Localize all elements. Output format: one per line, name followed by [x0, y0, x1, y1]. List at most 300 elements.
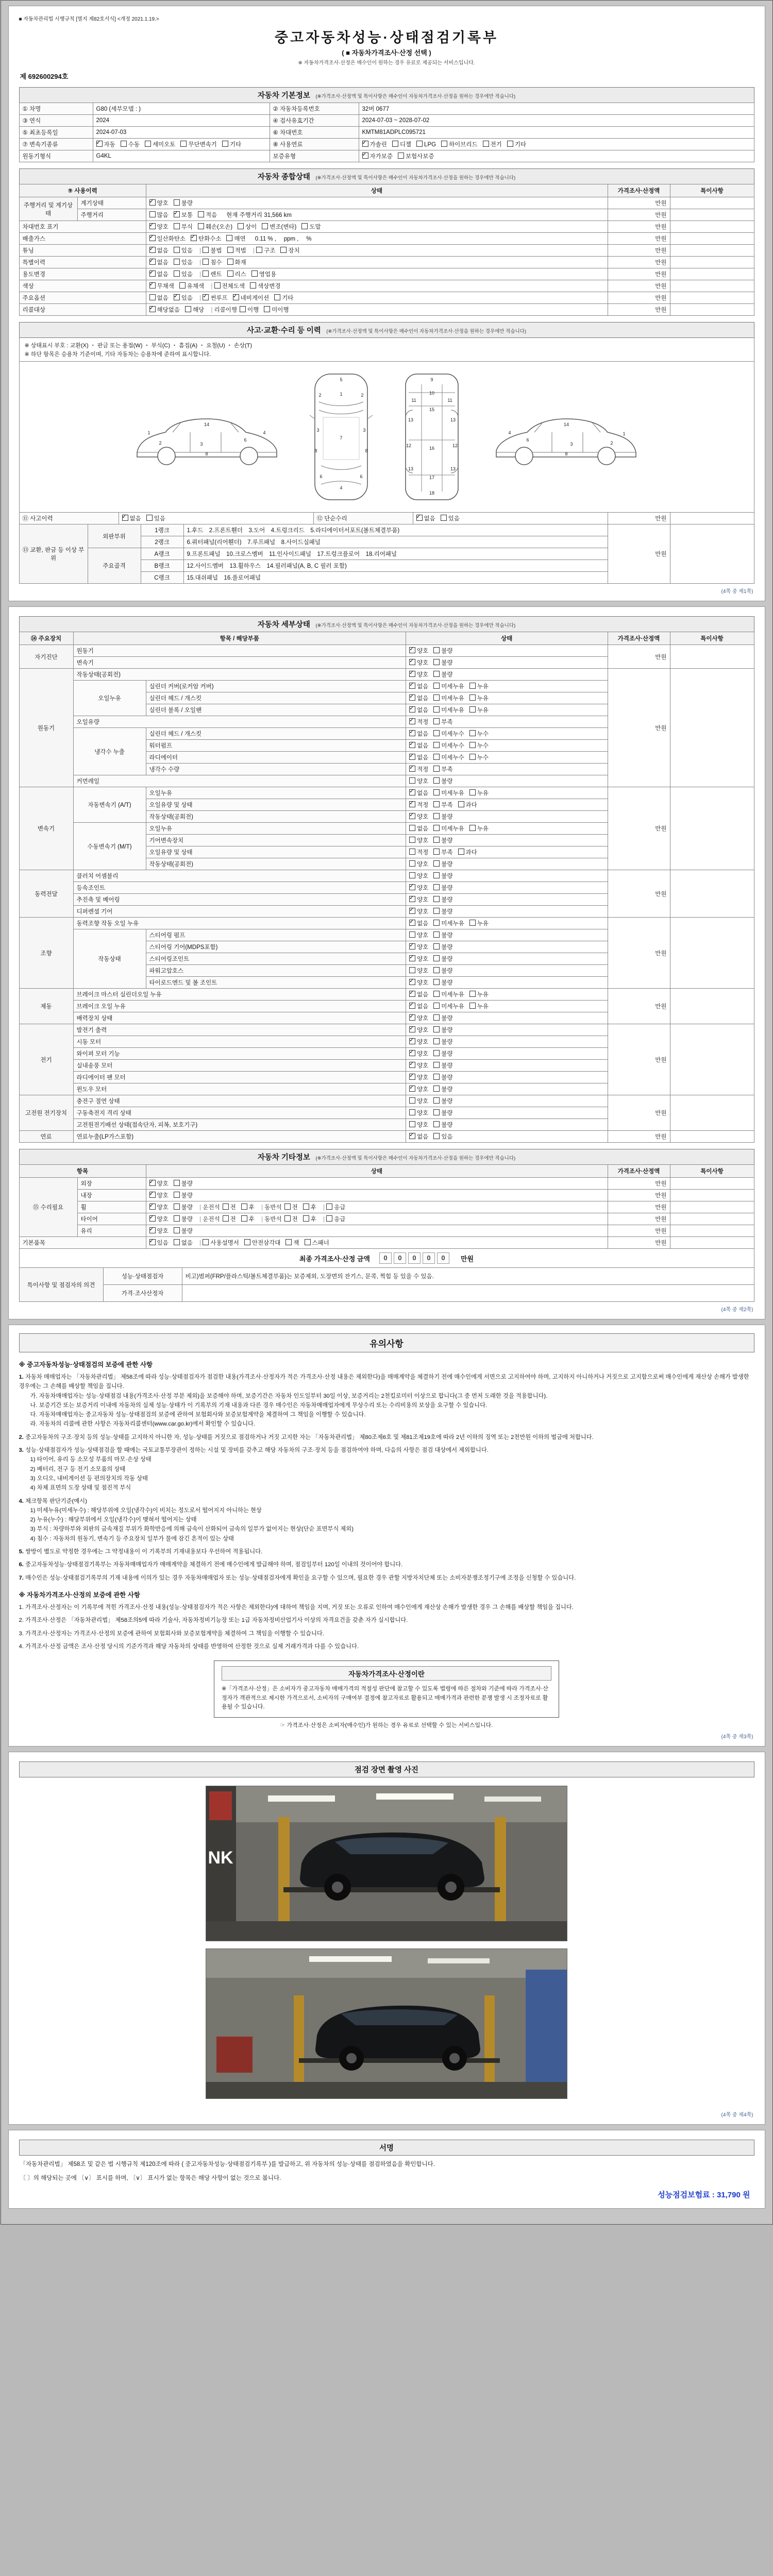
table-row — [19, 669, 754, 681]
amount-cell: 만원 — [608, 918, 670, 989]
page-subtitle-note: ※ 자동차가격조사·산정은 매수인이 원하는 경우 유료로 제공되는 서비스입니다. — [298, 60, 475, 66]
unchecked-checkbox-icon — [433, 1014, 440, 1021]
field-value: KMTM81ADPLC095721 — [359, 127, 754, 139]
notice-sub-item: 나. 보증기간 또는 보증거리 이내에 자동차의 실제 성능·상태가 이 기록부의 기재 내용과 다른 경우 매수인은 자동차매매업자에게 무상수리 또는 수리비용의 보상을 요구할 수 있습니다. — [30, 1402, 488, 1409]
column-header: 상태 — [146, 1165, 608, 1178]
option-label: 미세누유 — [441, 696, 464, 702]
unchecked-checkbox-icon — [264, 306, 270, 312]
notice-item — [19, 1446, 754, 1493]
table-row — [19, 1201, 754, 1213]
diagram-part-number: 4 — [340, 485, 343, 490]
appraisal-definition-text: ※「가격조사·산정」은 소비자가 중고자동차 매매가격의 적절성 판단에 참고할 수 있도록 법령에 따른 절차와 기준에 따라 가격조사·산정자가 객관적으로 제시한 가격으로서, 소비자의 구매여부 결정에 참고자료로 활용되고 매매가격과 관련한 분쟁 발생 시 조정자료로 활용될 수 있습니다. — [222, 1686, 548, 1710]
option-label: 도말 — [309, 224, 321, 230]
state-cell — [406, 1083, 608, 1095]
unchecked-checkbox-icon — [433, 1050, 440, 1056]
unchecked-checkbox-icon — [241, 1215, 247, 1222]
option-label: 장치 — [288, 248, 300, 254]
checkbox-option — [149, 1203, 169, 1211]
diagram-part-number: 6 — [320, 474, 323, 479]
unchecked-checkbox-icon — [433, 766, 440, 772]
comments-group-label: 특이사항 및 점검자의 의견 — [19, 1268, 103, 1302]
section-note: (※가격조사·산정액 및 특이사항은 매수인이 자동차가격조사·산정을 원하는 경우에만 적습니다) — [315, 175, 516, 181]
checkbox-option — [433, 1132, 452, 1141]
option-label: 변조(변타) — [270, 224, 297, 230]
item-label: 클러치 어셈블리 — [73, 870, 406, 882]
card-signature — [8, 2130, 765, 2209]
unchecked-checkbox-icon — [458, 849, 464, 855]
checkbox-option — [409, 694, 428, 702]
checkbox-option — [198, 211, 217, 219]
diagram-part-number: 13 — [408, 466, 414, 471]
notice-text: 쌍방이 별도로 약정한 경우에는 그 약정내용이 이 기록부의 기재내용보다 우선하여 적용됩니다. — [25, 1549, 263, 1555]
panel-items: 12.사이드멤버 13.휠하우스 14.필러패널(A, B, C 필러 포함) — [183, 560, 608, 572]
unchecked-checkbox-icon — [469, 706, 476, 713]
item-label: 실내송풍 모터 — [73, 1060, 406, 1072]
field-label: ⑦ 변속기종류 — [19, 139, 93, 150]
checkbox-option — [433, 872, 452, 880]
option-label: 양호 — [157, 1193, 169, 1199]
diagram-part-number: 15 — [429, 407, 435, 412]
checkbox-option — [433, 789, 464, 797]
state-cell — [406, 811, 608, 823]
checkbox-option — [122, 514, 141, 522]
notices-heading: ※ 중고자동차성능·상태점검의 보증에 관한 사항 — [19, 1361, 153, 1368]
option-label: 있음 — [181, 295, 193, 301]
checked-checkbox-icon — [149, 259, 156, 265]
checkbox-option — [433, 670, 452, 679]
checkbox-option — [409, 895, 428, 904]
note-cell — [670, 989, 754, 1024]
card-main — [8, 6, 765, 601]
option-label: 없음 — [417, 731, 429, 737]
checkbox-option — [326, 1203, 345, 1211]
checkbox-option — [433, 753, 464, 761]
field-label: ⑥ 차대번호 — [270, 127, 359, 139]
notice-sub-item: 2) 배터리, 전구 등 전기 소모품의 상태 — [30, 1466, 126, 1472]
option-label: 양호 — [417, 838, 429, 844]
option-label: 무채색 — [157, 283, 174, 290]
option-label: 없음 — [417, 707, 429, 714]
checked-checkbox-icon — [409, 1050, 415, 1056]
checkbox-option — [174, 1239, 193, 1247]
unchecked-checkbox-icon — [409, 777, 415, 784]
note-cell — [670, 1225, 754, 1237]
option-label: 응급 — [334, 1205, 346, 1211]
part-label: 오일누유 — [146, 787, 406, 799]
table-row — [19, 1268, 754, 1285]
amount-cell: 만원 — [608, 645, 670, 669]
checked-checkbox-icon — [409, 659, 415, 665]
checked-checkbox-icon — [409, 754, 415, 760]
diagram-part-number: 4 — [508, 430, 511, 435]
notice-sub-item: 1) 타이어, 유리 등 소모성 부품의 마모·손상 상태 — [30, 1456, 152, 1463]
row-group-label: ⑮ 수리필요 — [19, 1178, 77, 1237]
state-cell — [406, 799, 608, 811]
checked-checkbox-icon — [409, 683, 415, 689]
option-label: 해당없음 — [157, 307, 180, 313]
state-cell — [146, 221, 608, 233]
unchecked-checkbox-icon — [326, 1215, 332, 1222]
table-row — [19, 1095, 754, 1107]
note-cell — [670, 870, 754, 918]
checkbox-option — [227, 246, 246, 255]
option-label: 불량 — [441, 1087, 453, 1093]
unchecked-checkbox-icon — [409, 1121, 415, 1127]
unchecked-checkbox-icon — [433, 896, 440, 902]
checkbox-option — [409, 824, 428, 833]
record-page — [1, 0, 773, 2225]
unchecked-checkbox-icon — [433, 730, 440, 736]
amount-cell: 만원 — [608, 209, 670, 221]
page-indicator: (4쪽 중 제3쪽) — [721, 1734, 753, 1740]
option-label: 스패너 — [312, 1240, 329, 1246]
table-row — [19, 197, 754, 209]
checkbox-option — [409, 658, 428, 667]
appraisal-definition-box — [214, 1660, 559, 1718]
option-label: 색상변경 — [257, 283, 281, 290]
option-label: 양호 — [417, 1122, 429, 1128]
amount-cell: 만원 — [608, 245, 670, 257]
note-cell — [670, 669, 754, 787]
table-row — [19, 150, 754, 162]
item-group-label: 냉각수 누출 — [73, 728, 146, 775]
row-label: 배출가스 — [19, 233, 146, 245]
inspection-photo-lift-rear — [206, 1949, 567, 2098]
unchecked-checkbox-icon — [174, 1215, 180, 1222]
checkbox-option — [433, 848, 452, 856]
option-label: 양호 — [417, 1063, 429, 1069]
unchecked-checkbox-icon — [174, 199, 180, 206]
option-label: 미세누유 — [441, 707, 464, 714]
table-header-row — [19, 184, 754, 197]
table-row — [19, 280, 754, 292]
price-notice-item: 3. 가격조사·산정자는 가격조사·산정의 보증에 관하여 보험회사와 보증보험계약을 체결하여 그 책임을 이행할 수 있습니다. — [19, 1630, 324, 1637]
checkbox-option — [433, 1014, 452, 1022]
unchecked-checkbox-icon — [433, 837, 440, 843]
state-cell — [406, 1001, 608, 1012]
option-label: 없음 — [129, 516, 141, 522]
option-label: 화재 — [234, 260, 246, 266]
checkbox-option — [433, 694, 464, 702]
checked-checkbox-icon — [409, 1014, 415, 1021]
amount-cell: 만원 — [608, 524, 670, 584]
table-row — [19, 233, 754, 245]
option-label: 하이브리드 — [449, 142, 478, 148]
table-row — [19, 245, 754, 257]
checkbox-option — [240, 306, 259, 314]
detail-state-table-slot — [19, 632, 754, 1143]
checked-checkbox-icon — [409, 1026, 415, 1032]
note-cell — [670, 197, 754, 209]
option-label: 해당 — [192, 307, 205, 313]
option-label: 불량 — [441, 897, 453, 903]
notices-title: 유의사항 — [19, 1333, 754, 1352]
option-label: 불량 — [441, 778, 453, 785]
column-header: 상태 — [406, 632, 608, 645]
unchecked-checkbox-icon — [303, 1204, 309, 1210]
state-cell — [406, 858, 608, 870]
checkbox-option — [433, 730, 464, 738]
part-label: 타이로드엔드 및 볼 조인트 — [146, 977, 406, 989]
unchecked-checkbox-icon — [409, 872, 415, 878]
option-label: 불량 — [181, 1181, 193, 1187]
amount-cell: 만원 — [608, 1213, 670, 1225]
checked-checkbox-icon — [149, 1192, 156, 1198]
unchecked-checkbox-icon — [433, 1026, 440, 1032]
checkbox-option — [174, 1179, 193, 1188]
checkbox-option — [433, 990, 464, 998]
checked-checkbox-icon — [409, 991, 415, 997]
state-cell — [406, 1060, 608, 1072]
option-label: 전 — [292, 1205, 298, 1211]
checked-checkbox-icon — [362, 152, 368, 159]
part-label: 워터펌프 — [146, 740, 406, 752]
unchecked-checkbox-icon — [433, 694, 440, 701]
state-cell: ✓ 해당없음 해당 | 리콜이행 이행 미이행 — [146, 304, 608, 316]
checkbox-option — [303, 1215, 316, 1223]
device-label: 전기 — [19, 1024, 73, 1095]
unchecked-checkbox-icon — [305, 1239, 311, 1245]
unchecked-checkbox-icon — [433, 1086, 440, 1092]
item-label: 동력조향 작동 오일 누유 — [73, 918, 406, 929]
option-label: 전기 — [490, 142, 502, 148]
unchecked-checkbox-icon — [180, 141, 187, 147]
checkbox-option — [121, 140, 140, 148]
amount-cell: 만원 — [608, 870, 670, 918]
notice-item — [19, 1573, 754, 1583]
checkbox-option — [174, 1203, 193, 1211]
item-label: 추진축 및 베어링 — [73, 894, 406, 906]
notice-number: 6. — [19, 1562, 24, 1568]
checkbox-option — [483, 140, 502, 148]
option-label: 양호 — [417, 956, 429, 962]
diagram-part-number: 14 — [563, 422, 569, 427]
option-label: 부족 — [441, 802, 453, 808]
unchecked-checkbox-icon — [203, 259, 209, 265]
unchecked-checkbox-icon — [409, 837, 415, 843]
checkbox-option — [507, 140, 526, 148]
inspection-premium — [19, 2189, 750, 2200]
note-cell — [670, 1024, 754, 1095]
unchecked-checkbox-icon — [185, 306, 191, 312]
checkbox-option — [409, 978, 428, 987]
unchecked-checkbox-icon — [433, 718, 440, 724]
option-label: 영업용 — [259, 272, 277, 278]
unchecked-checkbox-icon — [469, 754, 476, 760]
unchecked-checkbox-icon — [433, 955, 440, 961]
checkbox-option — [326, 1215, 345, 1223]
checkbox-option — [409, 1014, 428, 1022]
table-row — [19, 1131, 754, 1143]
device-label: 동력전달 — [19, 870, 73, 918]
checked-checkbox-icon — [409, 694, 415, 701]
checkbox-option — [433, 706, 464, 714]
state-cell — [406, 823, 608, 835]
option-label: 렌트 — [210, 272, 222, 278]
amount-cell: 만원 — [608, 221, 670, 233]
item-label: 고전원전기배선 상태(접속단자, 피복, 보호기구) — [73, 1119, 406, 1131]
checked-checkbox-icon — [149, 223, 156, 229]
unchecked-checkbox-icon — [240, 306, 246, 312]
checkbox-option — [174, 1191, 193, 1199]
option-label: 보험사보증 — [405, 154, 434, 160]
checkbox-option — [303, 1203, 316, 1211]
part-label: 냉각수 수량 — [146, 764, 406, 775]
diagram-part-number: 3 — [200, 442, 203, 447]
diagram-part-number: 16 — [429, 446, 435, 451]
checked-checkbox-icon — [203, 294, 209, 300]
state-cell — [406, 752, 608, 764]
checkbox-option — [203, 258, 222, 266]
option-label: 누수 — [477, 731, 489, 737]
unchecked-checkbox-icon — [433, 659, 440, 665]
checkbox-option — [409, 1038, 428, 1046]
unchecked-checkbox-icon — [174, 247, 180, 253]
option-label: 없음 — [417, 1004, 429, 1010]
option-label: 디젤 — [399, 142, 412, 148]
checkbox-option — [238, 223, 257, 231]
part-label: 작동상태(공회전) — [146, 811, 406, 823]
checkbox-option — [409, 682, 428, 690]
checkbox-option — [398, 152, 434, 160]
checkbox-option — [285, 1239, 299, 1247]
checkbox-option — [409, 777, 428, 785]
checkbox-option — [433, 1026, 452, 1034]
diagram-part-number: 11 — [447, 398, 452, 403]
item-group-label: 작동상태 — [73, 929, 146, 989]
unchecked-checkbox-icon — [226, 235, 232, 241]
note-cell — [670, 513, 754, 524]
unchecked-checkbox-icon — [433, 1121, 440, 1127]
checkbox-option — [409, 789, 428, 797]
option-label: 양호 — [417, 1075, 429, 1081]
column-header: 항목 — [19, 1165, 146, 1178]
section-detail-state — [19, 616, 754, 632]
state-cell — [406, 1072, 608, 1083]
item-label: 와이퍼 모터 기능 — [73, 1048, 406, 1060]
checkbox-option — [149, 1227, 169, 1235]
diagram-part-number: 18 — [429, 490, 435, 496]
checkbox-option — [409, 1132, 428, 1141]
amount-cell: 만원 — [608, 268, 670, 280]
unchecked-checkbox-icon — [433, 825, 440, 831]
checkbox-option — [149, 234, 186, 243]
item-label: 오일유량 — [73, 716, 406, 728]
checkbox-option — [433, 895, 452, 904]
unchecked-checkbox-icon — [469, 991, 476, 997]
diagram-part-number: 8 — [565, 451, 568, 456]
option-label: 미세누수 — [441, 731, 464, 737]
option-group-label: 운전석 — [203, 1216, 220, 1223]
checkbox-option — [409, 1121, 428, 1129]
option-label: 불량 — [441, 1075, 453, 1081]
section-title: 사고·교환·수리 등 이력 — [246, 327, 321, 335]
unchecked-checkbox-icon — [250, 282, 256, 289]
option-label: 미세누유 — [441, 1004, 464, 1010]
amount-cell: 만원 — [608, 233, 670, 245]
column-header: 특이사항 — [670, 632, 754, 645]
checked-checkbox-icon — [409, 706, 415, 713]
option-label: 미세누유 — [441, 921, 464, 927]
field-value: G4KL — [93, 150, 270, 162]
field-value: 2024-07-03 — [93, 127, 270, 139]
item-label: 등속조인트 — [73, 882, 406, 894]
checkbox-option — [433, 1061, 452, 1070]
checkbox-option — [149, 211, 169, 219]
notice-item — [19, 1433, 754, 1442]
option-label: 불량 — [181, 1205, 193, 1211]
option-label: 불량 — [181, 1228, 193, 1234]
row-label: 내장 — [77, 1190, 146, 1201]
checkbox-option — [149, 1191, 169, 1199]
note-cell — [670, 304, 754, 316]
option-label: 누유 — [477, 707, 489, 714]
diagram-part-number: 12 — [406, 443, 412, 448]
unchecked-checkbox-icon — [433, 931, 440, 938]
field-label: ① 차명 — [19, 103, 93, 115]
field-label: 보증유형 — [270, 150, 359, 162]
field-label: ③ 연식 — [19, 115, 93, 127]
unchecked-checkbox-icon — [433, 872, 440, 878]
row-group-label: ⑬ 교환, 판금 등 이상 부위 — [19, 524, 88, 584]
checkbox-option — [392, 140, 411, 148]
note-cell — [670, 245, 754, 257]
checkbox-option — [226, 234, 245, 243]
diagram-part-number: 1 — [623, 431, 626, 436]
unchecked-checkbox-icon — [174, 1192, 180, 1198]
state-cell — [406, 989, 608, 1001]
diagram-part-number: 8 — [314, 448, 317, 453]
unchecked-checkbox-icon — [280, 247, 287, 253]
note-cell — [670, 524, 754, 584]
option-label: 구조 — [264, 248, 276, 254]
option-label: 훼손(오손) — [205, 224, 233, 230]
option-label: 불량 — [441, 660, 453, 666]
checkbox-option — [409, 741, 428, 750]
option-label: 안전삼각대 — [251, 1240, 281, 1246]
checkbox-option — [409, 801, 428, 809]
option-label: 있음 — [181, 272, 193, 278]
rank-label: C랭크 — [141, 572, 183, 584]
checked-checkbox-icon — [233, 294, 239, 300]
option-label: 불량 — [441, 1039, 453, 1045]
state-cell — [146, 209, 608, 221]
checkbox-option — [409, 884, 428, 892]
inspection-photos — [19, 1777, 754, 2107]
unchecked-checkbox-icon — [433, 801, 440, 807]
unchecked-checkbox-icon — [433, 789, 440, 795]
state-cell: ✓ 양호 불량 | 운전석 전 후 | 동반석 전 후 | 응급 — [146, 1201, 608, 1213]
state-cell — [406, 1048, 608, 1060]
option-label: 양호 — [417, 814, 429, 820]
checkbox-option — [433, 801, 452, 809]
checkbox-option — [198, 223, 232, 231]
diagram-part-number: 13 — [408, 417, 414, 422]
table-header-row — [19, 632, 754, 645]
unchecked-checkbox-icon — [433, 849, 440, 855]
option-label: 썬루프 — [210, 295, 228, 301]
unchecked-checkbox-icon — [469, 789, 476, 795]
diagram-part-number: 8 — [365, 448, 368, 453]
checkbox-option — [264, 306, 289, 314]
checked-checkbox-icon — [149, 1215, 156, 1222]
checked-checkbox-icon — [409, 718, 415, 724]
option-label: 양호 — [417, 1110, 429, 1116]
state-cell — [406, 977, 608, 989]
checked-checkbox-icon — [149, 270, 156, 277]
note-cell — [670, 787, 754, 870]
option-label: 이행 — [247, 307, 259, 313]
